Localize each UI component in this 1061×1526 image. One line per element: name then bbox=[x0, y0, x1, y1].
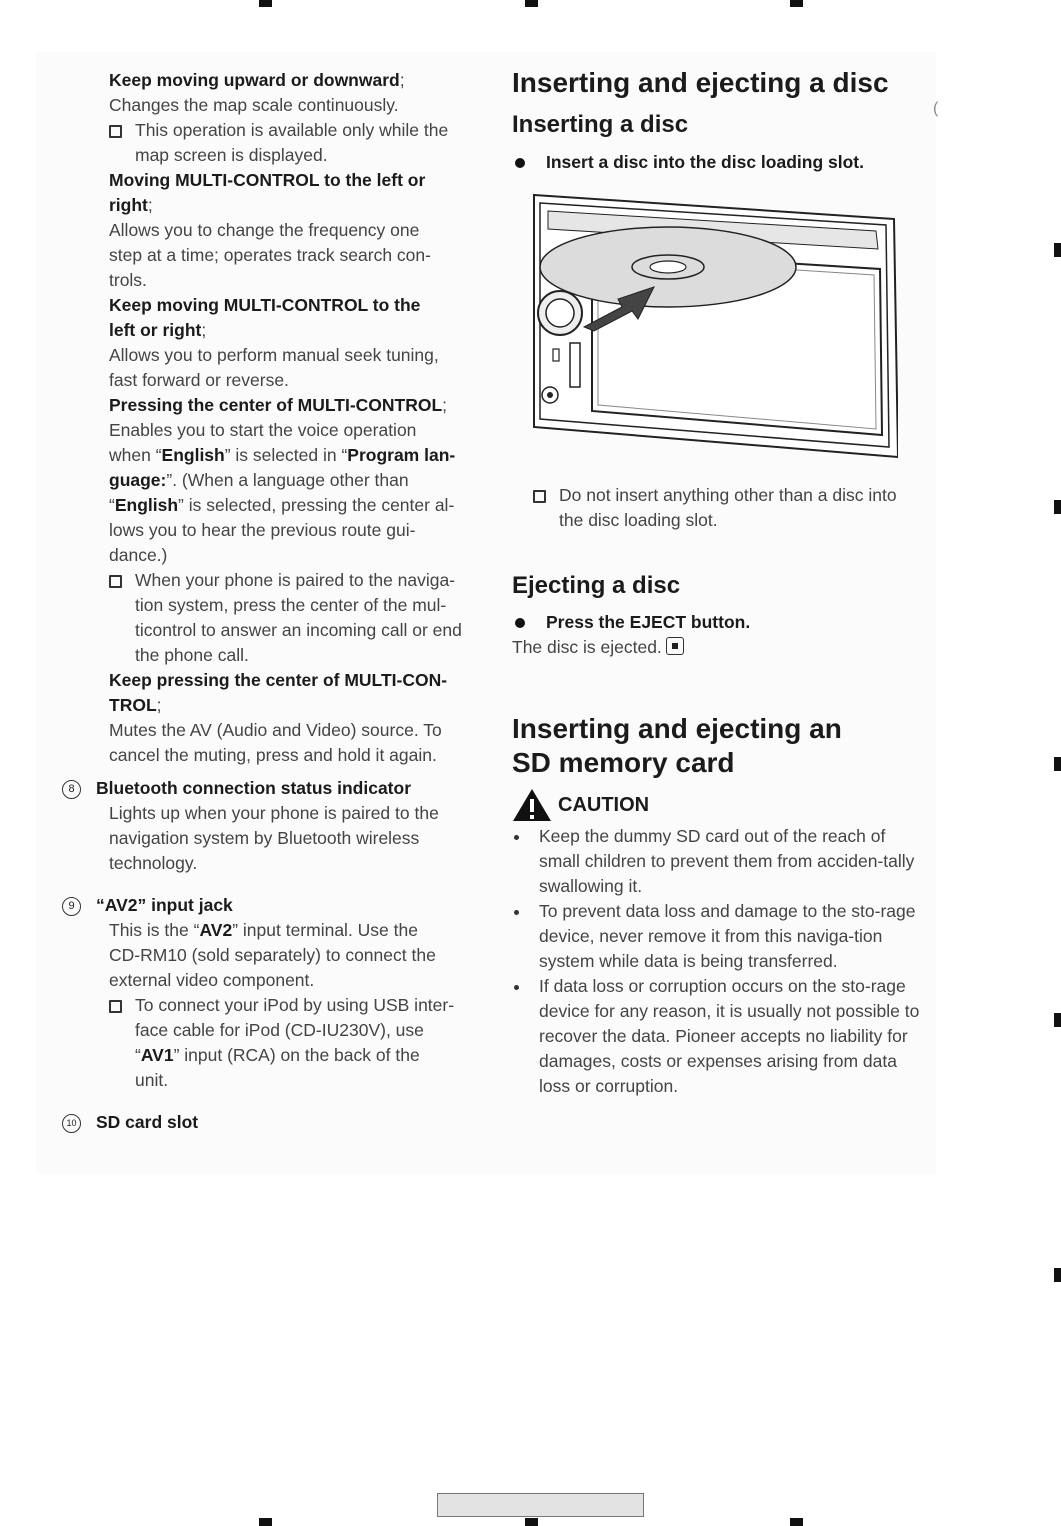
entry-description: step at a time; operates track search con- bbox=[109, 245, 431, 265]
left-column: Keep moving upward or downward; Changes the map scale continuously. This operation is available only while the map screen is displayed. Moving MULTI-CONTROL to the left or right; Allows you to change the frequency one step at a time; operates track search con- trols. Keep moving MULTI-CONTROL to the left or right; Allows you to perform manual seek tuning, fast forward or reverse. Pressing the center of MULTI-CONTROL; Enables you to start the voice operation when “English” is selected in “Program lan- guage:”. (When a language other than “English” is selected, pressing the center al- lows you to hear the previous route gui- dance.) When your phone is paired to the naviga-tion system, press the center of the mul-ticontrol to answer an incoming call or end the phone call. Keep pressing the center of MULTI-CON- TROL; Mutes the AV (Audio and Video) source. To cancel the muting, press and hold it again. 8 Bluetooth connection status indicator Lights up when your phone is paired to the navigation system by Bluetooth wireless technology. 9 “AV2” input jack This is the “AV2” input terminal. Use the CD-RM10 (sold separately) to connect the external video component. To connect your iPod by using USB inter- face cable for iPod (CD-IU230V), use “AV1” input (RCA) on the back of the unit. 10 SD card slot bbox=[62, 68, 482, 1135]
note-text: This operation is available only while the map screen is displayed. bbox=[135, 120, 449, 165]
bullet-icon bbox=[515, 158, 525, 168]
note-text: When your phone is paired to the naviga-tion system, press the center of the mul-ticontrol to answer an incoming call or end the phone call. bbox=[135, 570, 462, 665]
item-heading: 10 SD card slot bbox=[62, 1110, 482, 1135]
registration-mark bbox=[790, 1518, 803, 1526]
bullet-icon bbox=[514, 835, 519, 840]
number-badge: 10 bbox=[62, 1114, 81, 1133]
registration-mark bbox=[1054, 757, 1061, 771]
section-title: SD memory card bbox=[512, 747, 735, 778]
entry-title: right bbox=[109, 195, 148, 215]
note: To connect your iPod by using USB inter- face cable for iPod (CD-IU230V), use “AV1” input (RCA) on the back of the unit. bbox=[109, 993, 482, 1093]
note bbox=[109, 118, 482, 168]
bullet-icon bbox=[515, 618, 525, 628]
right-column bbox=[512, 66, 922, 1099]
side-mark: ( bbox=[933, 100, 939, 117]
end-mark-icon bbox=[666, 637, 684, 655]
note bbox=[533, 483, 922, 533]
number-badge: 9 bbox=[62, 897, 81, 916]
caution-list bbox=[512, 824, 922, 1099]
item-description: external video component. bbox=[109, 970, 315, 990]
note-icon bbox=[109, 1000, 122, 1013]
bullet-icon bbox=[514, 985, 519, 990]
item-description: CD-RM10 (sold separately) to connect the bbox=[109, 945, 436, 965]
entry-description: Mutes the AV (Audio and Video) source. To cancel the muting, press and hold it again. bbox=[109, 720, 442, 765]
list-item: If data loss or corruption occurs on the sto-rage device for any reason, it is usually not possible to recover the data. Pioneer accepts no liability for damages, costs or expenses arising from data loss or corruption. bbox=[512, 974, 922, 1099]
bullet-icon bbox=[514, 910, 519, 915]
registration-mark bbox=[525, 0, 538, 7]
entry-title: Moving MULTI-CONTROL to the left or bbox=[109, 170, 426, 190]
entry-description: trols. bbox=[109, 270, 147, 290]
entry-title: Pressing the center of MULTI-CONTROL bbox=[109, 395, 443, 415]
item-description: This is the “AV2” input terminal. Use the bbox=[109, 920, 418, 940]
entry-description: dance.) bbox=[109, 545, 168, 565]
list-item: To prevent data loss and damage to the sto-rage device, never remove it from this naviga-tion system while data is being transferred. bbox=[512, 899, 922, 974]
registration-mark bbox=[259, 1518, 272, 1526]
entry-description: Allows you to perform manual seek tuning, bbox=[109, 345, 439, 365]
entry-title: Keep pressing the center of MULTI-CON- bbox=[109, 670, 448, 690]
entry-description: Allows you to change the frequency one bbox=[109, 220, 420, 240]
step-result: The disc is ejected. bbox=[512, 635, 922, 660]
note-icon bbox=[533, 490, 546, 503]
item-heading: 9 “AV2” input jack bbox=[62, 893, 482, 918]
item-description: Lights up when your phone is paired to the navigation system by Bluetooth wireless technology. bbox=[109, 803, 439, 873]
entry-title: Keep moving upward or downward bbox=[109, 70, 400, 90]
entry-title: Keep moving MULTI-CONTROL to the bbox=[109, 295, 421, 315]
registration-mark bbox=[259, 0, 272, 7]
section-title: Inserting and ejecting a disc bbox=[512, 67, 889, 98]
note bbox=[109, 568, 482, 668]
entry-description: lows you to hear the previous route gui- bbox=[109, 520, 416, 540]
number-badge: 8 bbox=[62, 780, 81, 799]
entry-description: Enables you to start the voice operation bbox=[109, 420, 417, 440]
entry-title: TROL bbox=[109, 695, 157, 715]
section-title: Inserting and ejecting an bbox=[512, 713, 842, 744]
registration-mark bbox=[1054, 500, 1061, 514]
registration-mark bbox=[1054, 1268, 1061, 1282]
entry-description: guage:”. (When a language other than bbox=[109, 470, 409, 490]
subsection-title: Ejecting a disc bbox=[512, 572, 681, 599]
entry-description: Changes the map scale continuously. bbox=[109, 95, 399, 115]
step: Insert a disc into the disc loading slot. bbox=[512, 150, 922, 175]
subsection-title: Inserting a disc bbox=[512, 111, 689, 138]
registration-mark bbox=[525, 1518, 538, 1526]
entry-description: “English” is selected, pressing the center al- bbox=[109, 495, 455, 515]
note-icon bbox=[109, 575, 122, 588]
step: Press the EJECT button. bbox=[512, 610, 922, 635]
disc-insertion-illustration bbox=[526, 189, 898, 461]
registration-mark bbox=[1054, 1013, 1061, 1027]
item-heading: 8 Bluetooth connection status indicator bbox=[62, 776, 482, 801]
entry-title: left or right bbox=[109, 320, 202, 340]
warning-icon bbox=[512, 788, 552, 822]
entry-description: fast forward or reverse. bbox=[109, 370, 289, 390]
note-icon bbox=[109, 125, 122, 138]
entry-description: when “English” is selected in “Program lan- bbox=[109, 445, 456, 465]
caution-heading: CAUTION bbox=[512, 788, 922, 822]
list-item: Keep the dummy SD card out of the reach of small children to prevent them from acciden-tally swallowing it. bbox=[512, 824, 922, 899]
note-text: Do not insert anything other than a disc into the disc loading slot. bbox=[559, 485, 897, 530]
registration-mark bbox=[1054, 243, 1061, 257]
registration-mark bbox=[790, 0, 803, 7]
page-number-box bbox=[437, 1493, 644, 1517]
